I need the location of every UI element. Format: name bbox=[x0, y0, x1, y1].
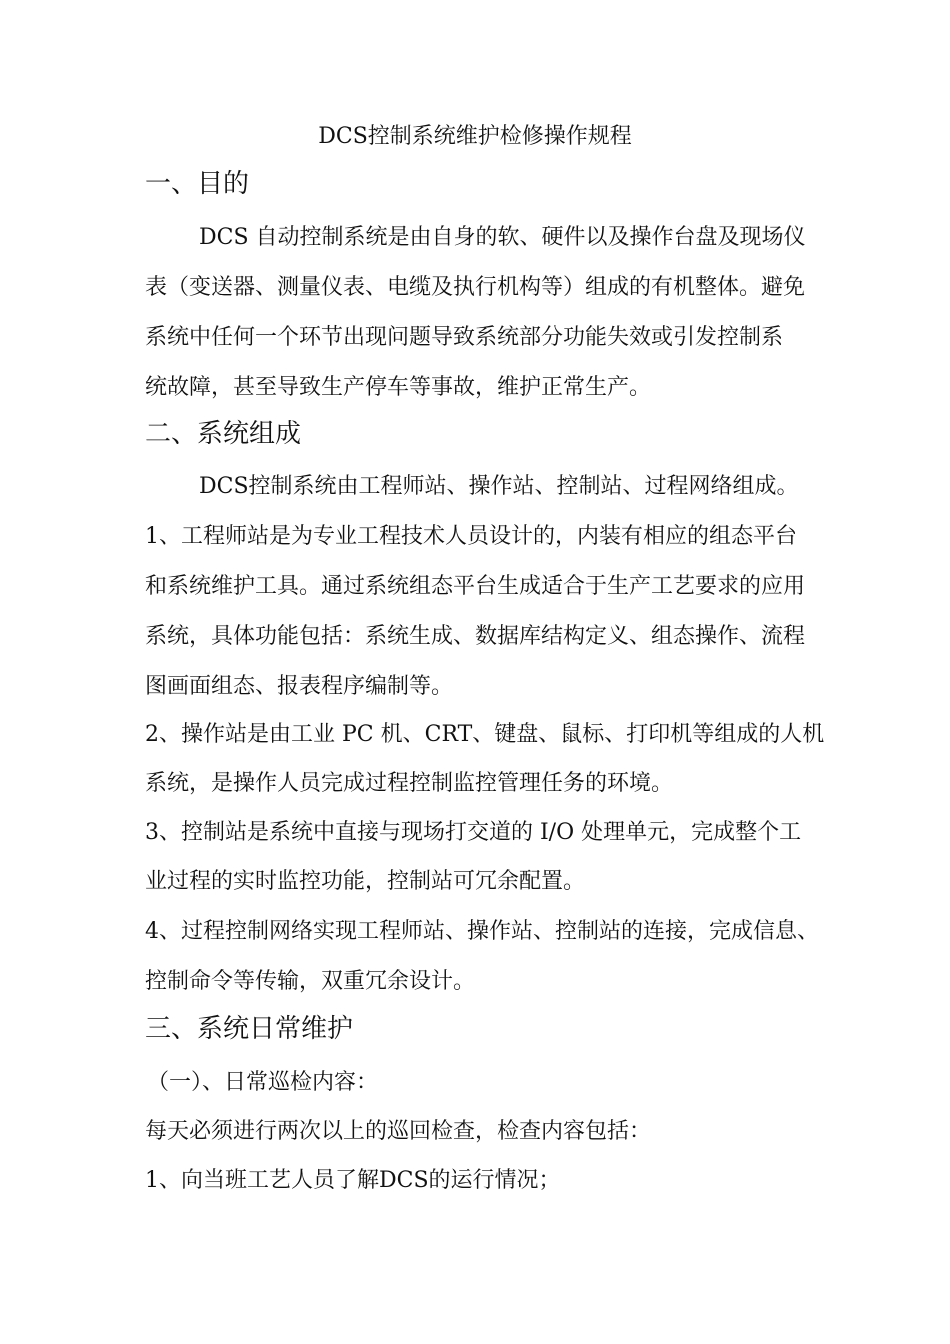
document-title: DCS控制系统维护检修操作规程 bbox=[318, 124, 632, 149]
paragraph-line: 统故障，甚至导致生产停车等事故，维护正常生产。 bbox=[145, 375, 652, 400]
paragraph-line: 表（变送器、测量仪表、电缆及执行机构等）组成的有机整体。避免 bbox=[145, 275, 806, 300]
paragraph-line: DCS 自动控制系统是由自身的软、硬件以及操作台盘及现场仪 bbox=[199, 225, 806, 250]
paragraph-line: 控制命令等传输，双重冗余设计。 bbox=[145, 969, 476, 994]
subsection-heading: （一）、日常巡检内容： bbox=[147, 1070, 379, 1095]
paragraph-line: 1、工程师站是为专业工程技术人员设计的，内装有相应的组态平台 bbox=[145, 524, 797, 549]
paragraph-line: 系统，是操作人员完成过程控制监控管理任务的环境。 bbox=[145, 771, 674, 796]
section-heading-daily-maintenance: 三、系统日常维护 bbox=[145, 1014, 354, 1044]
paragraph-line: 图画面组态、报表程序编制等。 bbox=[145, 674, 454, 699]
paragraph-line: 和系统维护工具。通过系统组态平台生成适合于生产工艺要求的应用 bbox=[145, 574, 806, 599]
paragraph-line: 每天必须进行两次以上的巡回检查，检查内容包括： bbox=[145, 1119, 652, 1144]
paragraph-line: 2、操作站是由工业 PC 机、CRT、键盘、鼠标、打印机等组成的人机 bbox=[145, 722, 825, 747]
paragraph-line: 业过程的实时监控功能，控制站可冗余配置。 bbox=[145, 869, 586, 894]
paragraph-line: DCS控制系统由工程师站、操作站、控制站、过程网络组成。 bbox=[199, 474, 799, 499]
section-heading-composition: 二、系统组成 bbox=[145, 419, 302, 449]
paragraph-line: 3、控制站是系统中直接与现场打交道的 I/O 处理单元，完成整个工 bbox=[145, 820, 802, 845]
paragraph-line: 1、向当班工艺人员了解DCS的运行情况； bbox=[145, 1168, 561, 1193]
paragraph-line: 系统中任何一个环节出现问题导致系统部分功能失效或引发控制系 bbox=[145, 325, 784, 350]
paragraph-line: 系统，具体功能包括：系统生成、数据库结构定义、组态操作、流程 bbox=[145, 624, 806, 649]
paragraph-line: 4、过程控制网络实现工程师站、操作站、控制站的连接，完成信息、 bbox=[145, 919, 819, 944]
section-heading-purpose: 一、目的 bbox=[145, 169, 250, 199]
